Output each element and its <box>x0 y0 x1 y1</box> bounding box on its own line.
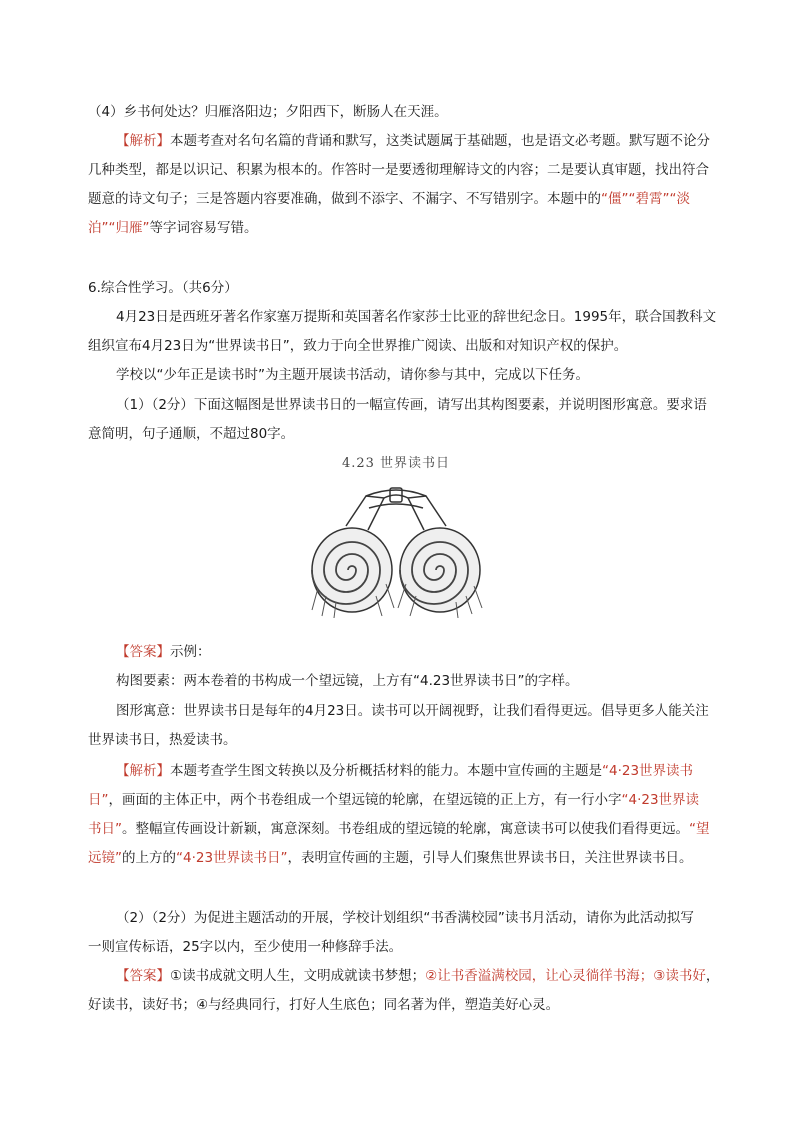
highlighted-words: 泊”“归雁” <box>88 220 150 236</box>
answer-tag: 【答案】 <box>116 968 170 984</box>
analysis-text: 本题考查学生图文转换以及分析概括材料的能力。本题中宣传画的主题是 <box>170 763 602 779</box>
analysis-text: 本题考查对名句名篇的背诵和默写，这类试题属于基础题，也是语文必考题。默写题不论分 <box>170 133 710 149</box>
answer-1-lead <box>88 638 752 667</box>
analysis-text: ，画面的主体正中，两个书卷组成一个望远镜的轮廓，在望远镜的正上方，有一行小字 <box>108 792 622 808</box>
analysis-2-line-1 <box>88 757 752 786</box>
analysis-text: 的上方的 <box>122 850 176 866</box>
answer-2-line-1 <box>88 962 752 991</box>
analysis-text: 。整幅宣传画设计新颖，寓意深刻。书卷组成的望远镜的轮廓，寓意读书可以使我们看得更远。 <box>122 821 689 837</box>
section-6-intro-1: 4月23日是西班牙著名作家塞万提斯和英国著名作家莎士比亚的辞世纪念日。1995年，联合国教科文 <box>116 309 717 325</box>
highlighted-words: 远镜” <box>88 850 122 866</box>
binocular-scroll-illustration <box>306 478 486 618</box>
highlighted-words: “4·23世界读书日” <box>176 850 288 866</box>
highlighted-words: “僵”“碧霄”“淡 <box>601 191 690 207</box>
answer-text: 示例： <box>170 644 211 660</box>
section-6-intro-3: 学校以“少年正是读书时”为主题开展读书活动，请你参与其中，完成以下任务。 <box>116 367 589 383</box>
analysis-text: 等字词容易写错。 <box>149 220 258 236</box>
analysis-1-line-1 <box>88 127 752 156</box>
question-1-line-2: 意简明，句子通顺，不超过80字。 <box>88 426 295 442</box>
analysis-2-line-3 <box>88 815 724 844</box>
question-2-line-1: （2）（2分）为促进主题活动的开展，学校计划组织“书香满校园”读书月活动，请你为此活动拟写 <box>116 910 694 926</box>
section-6-intro-2: 组织宣布4月23日为“世界读书日”，致力于向全世界推广阅读、出版和对知识产权的保护。 <box>88 338 628 354</box>
answer-tag: 【答案】 <box>116 644 170 660</box>
highlighted-words: ②让书香溢满校园，让心灵徜徉书海；③读书好 <box>425 968 706 984</box>
world-book-day-poster <box>296 452 496 620</box>
analysis-text: 题意的诗文句子；三是答题内容要准确，做到不添字、不漏字、不写错别字。本题中的 <box>88 191 601 207</box>
highlighted-words: 书日” <box>88 821 122 837</box>
answer-text: ①读书成就文明人生，文明成就读书梦想； <box>170 968 426 984</box>
q4-answer: （4）乡书何处达？归雁洛阳边；夕阳西下，断肠人在天涯。 <box>88 104 448 120</box>
analysis-1-line-2: 几种类型，都是以识记、积累为根本的。作答时一是要透彻理解诗文的内容；二是要认真审题，找出符合 <box>88 162 709 178</box>
answer-1-line-2: 图形寓意：世界读书日是每年的4月23日。读书可以开阔视野，让我们看得更远。倡导更多人能关注 <box>116 703 709 719</box>
answer-text: ， <box>705 968 720 984</box>
answer-1-line-1: 构图要素：两本卷着的书构成一个望远镜，上方有“4.23世界读书日”的字样。 <box>116 673 579 689</box>
highlighted-words: “4·23世界读书 <box>602 763 694 779</box>
analysis-1-line-4 <box>88 214 724 243</box>
analysis-tag: 【解析】 <box>116 763 170 779</box>
section-6-heading: 6.综合性学习。（共6分） <box>88 280 238 296</box>
analysis-1-line-3 <box>88 185 724 214</box>
highlighted-words: “4·23世界读 <box>621 792 700 808</box>
analysis-text: ，表明宣传画的主题，引导人们聚焦世界读书日，关注世界读书日。 <box>287 850 693 866</box>
analysis-2-line-4 <box>88 844 724 873</box>
highlighted-words: “望 <box>689 821 710 837</box>
poster-caption: 4.23 世界读书日 <box>341 456 451 471</box>
question-2-line-2: 一则宣传标语，25字以内，至少使用一种修辞手法。 <box>88 939 403 955</box>
answer-2-line-2: 好读书，读好书；④与经典同行，打好人生底色；同名著为伴，塑造美好心灵。 <box>88 997 560 1013</box>
highlighted-words: 日” <box>88 792 109 808</box>
analysis-tag: 【解析】 <box>116 133 170 149</box>
question-1-line-1: （1）（2分）下面这幅图是世界读书日的一幅宣传画，请写出其构图要素，并说明图形寓意。要求语 <box>116 397 707 413</box>
answer-1-line-3: 世界读书日，热爱读书。 <box>88 732 237 748</box>
analysis-2-line-2 <box>88 786 724 815</box>
